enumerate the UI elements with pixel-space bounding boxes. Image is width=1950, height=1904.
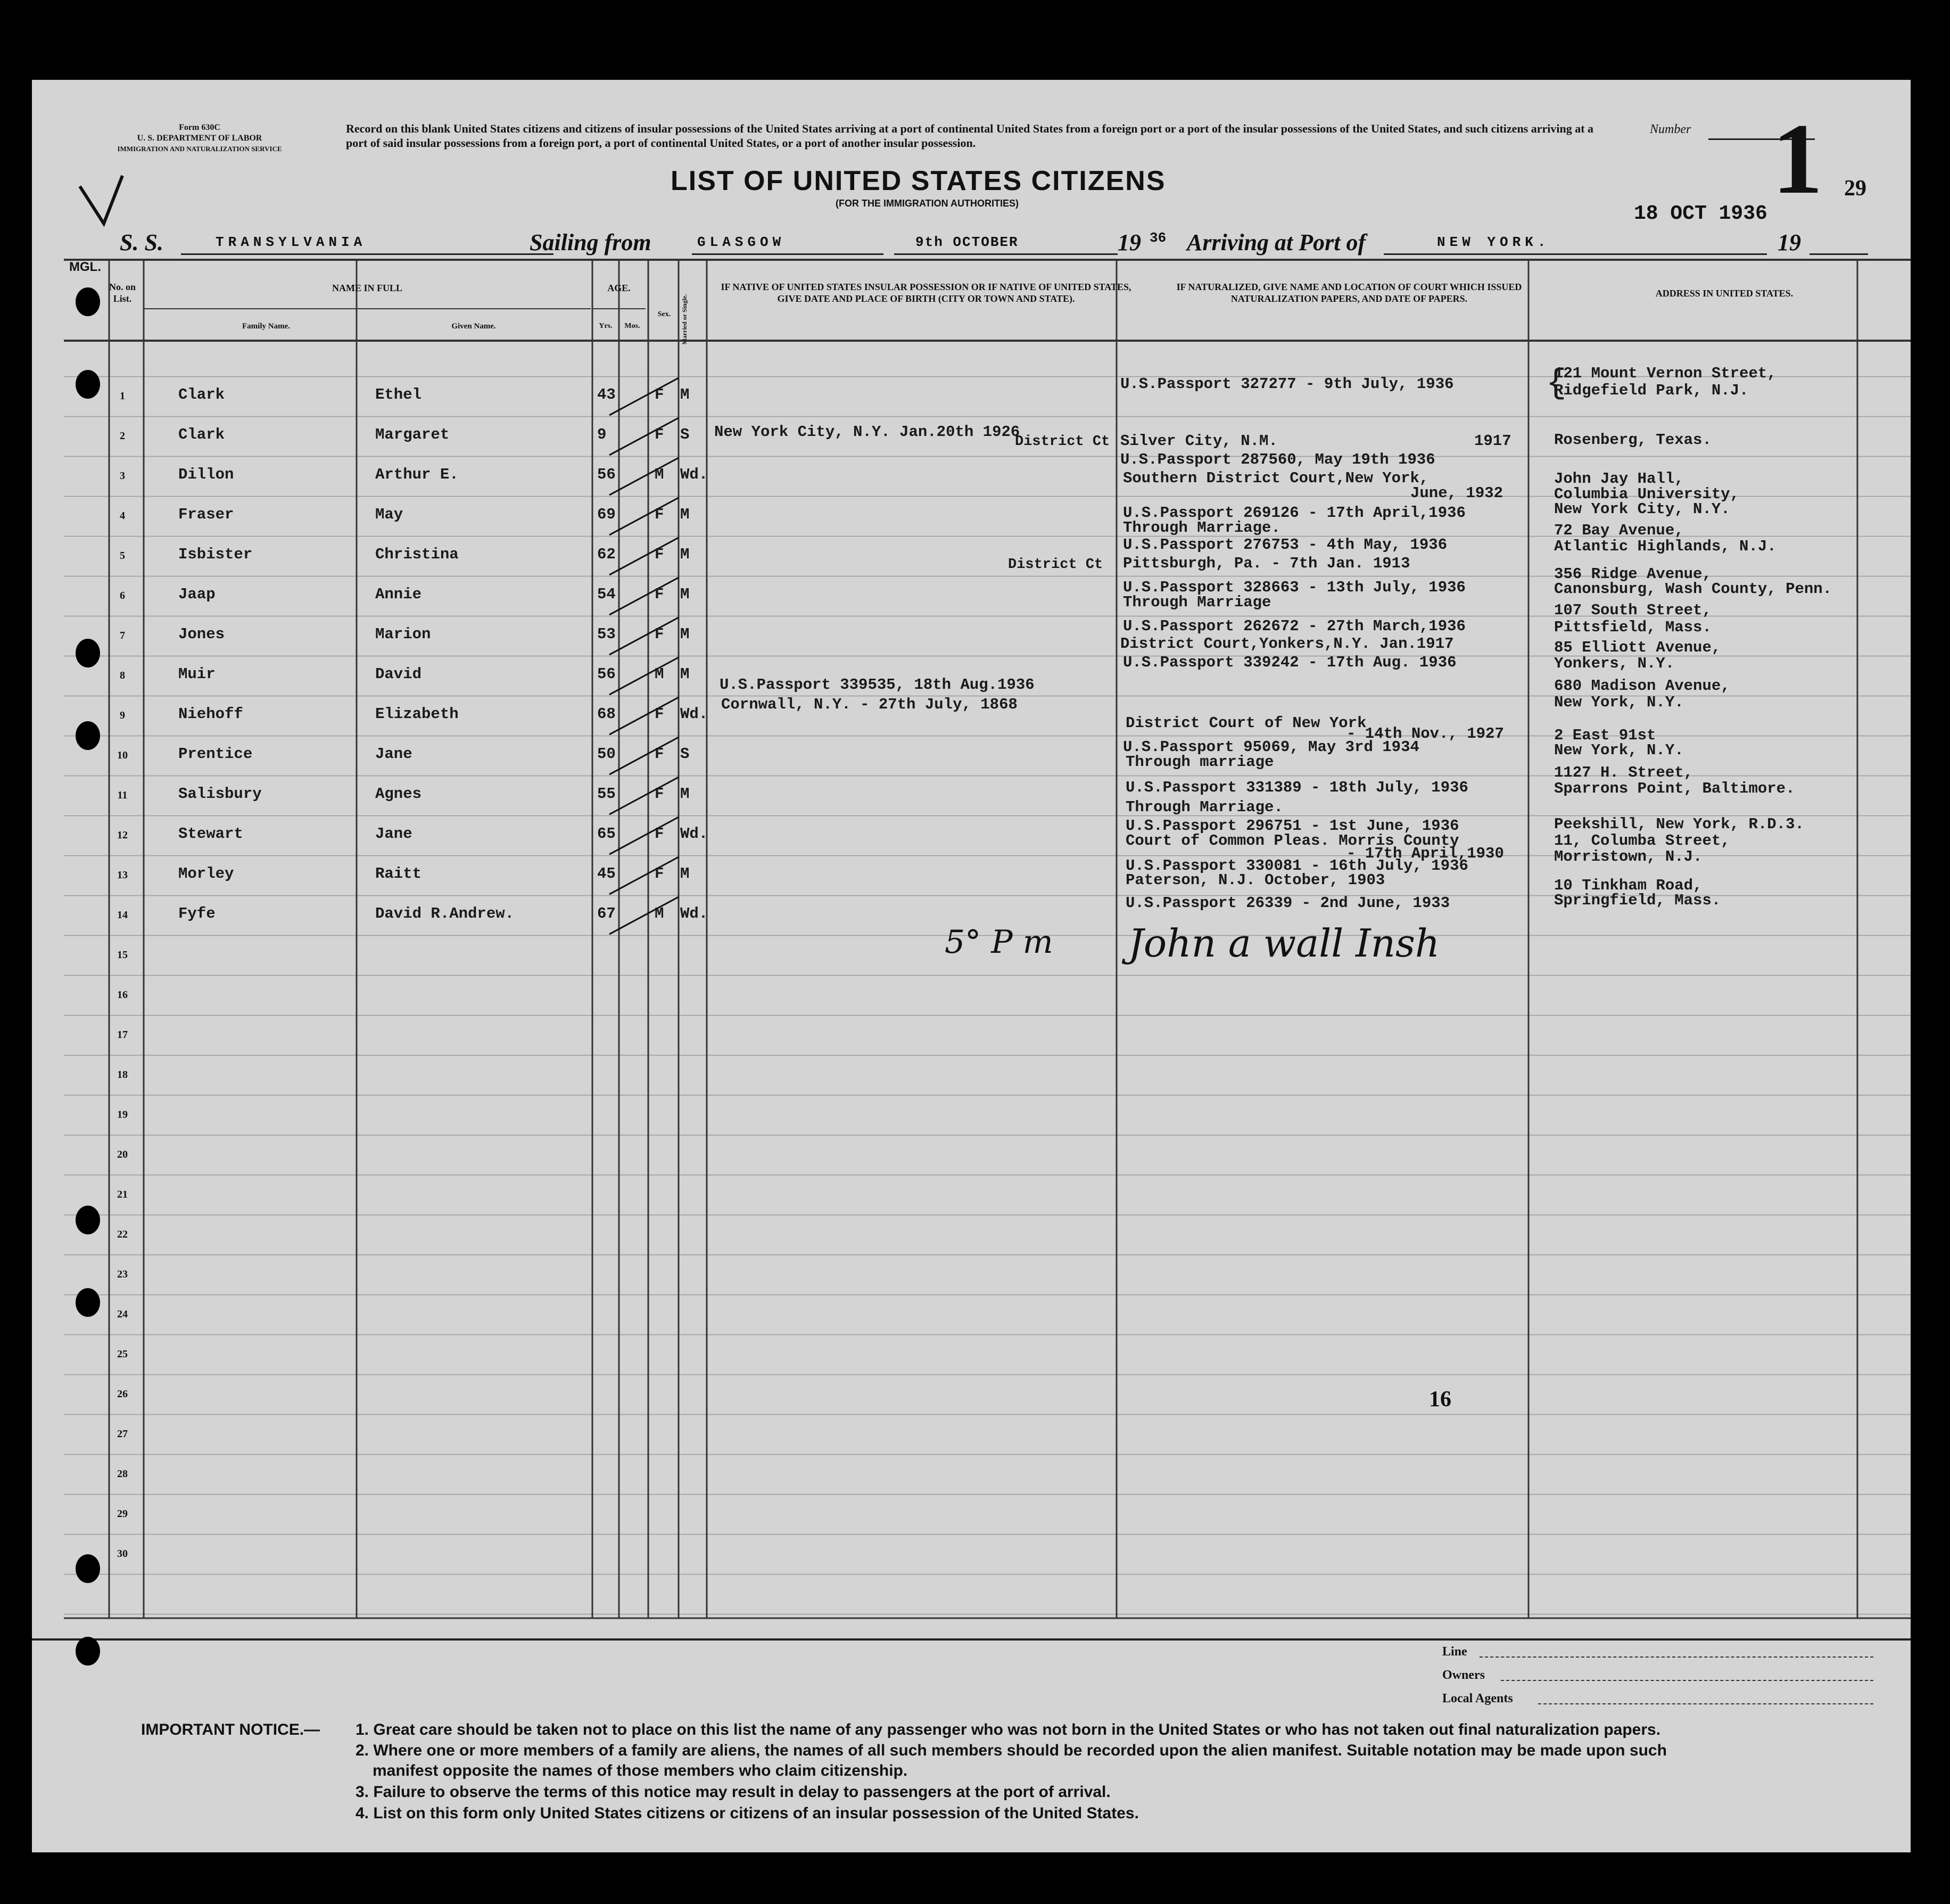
row-number: 18 <box>117 1069 128 1081</box>
naturalized-entry: U.S.Passport 276753 - 4th May, 1936 <box>1123 536 1448 554</box>
department-name: U. S. DEPARTMENT OF LABOR <box>137 134 262 143</box>
naturalized-entry: U.S.Passport 95069, May 3rd 1934 <box>1123 738 1419 756</box>
native-entry: New York City, N.Y. Jan.20th 1926 <box>714 423 1020 441</box>
binder-hole <box>76 287 100 316</box>
arrival-date-stamp: 18 OCT 1936 <box>1634 202 1767 225</box>
local-agents-label: Local Agents <box>1442 1692 1513 1705</box>
naturalized-entry: U.S.Passport 26339 - 2nd June, 1933 <box>1126 894 1450 912</box>
naturalized-entry: Through marriage <box>1126 753 1274 771</box>
sex-cell: F <box>655 586 664 603</box>
naturalized-entry: U.S.Passport 287560, May 19th 1936 <box>1120 451 1435 468</box>
marital-status-cell: M <box>680 546 690 563</box>
row-number: 20 <box>117 1149 128 1160</box>
address-line: 10 Tinkham Road, <box>1554 877 1703 894</box>
col-header-yrs: Yrs. <box>599 322 613 330</box>
row-number: 9 <box>120 710 125 721</box>
marital-status-cell: M <box>680 386 690 403</box>
row-number: 5 <box>120 550 125 562</box>
marital-status-cell: M <box>680 785 690 803</box>
arrival-year-prefix: 19 <box>1778 229 1801 255</box>
family-name-cell: Isbister <box>178 546 253 563</box>
row-number: 2 <box>120 430 125 442</box>
row-number: 30 <box>117 1548 128 1560</box>
naturalized-entry: - 14th Nov., 1927 <box>1346 725 1504 743</box>
address-line: Pittsfield, Mass. <box>1554 619 1712 636</box>
marital-status-cell: M <box>680 665 690 683</box>
marital-status-cell: Wd. <box>680 466 708 483</box>
naturalized-entry: U.S.Passport 328663 - 13th July, 1936 <box>1123 579 1466 596</box>
notice-item-3: 3. Failure to observe the terms of this notice may result in delay to passengers at the port of arrival. <box>356 1783 1111 1801</box>
binder-hole <box>76 1554 100 1583</box>
age-cell: 68 <box>597 705 616 723</box>
address-line: 72 Bay Avenue, <box>1554 522 1684 539</box>
passenger-count: 16 <box>1429 1387 1451 1412</box>
handwritten-time: 5° P m <box>945 924 1053 961</box>
given-name-cell: David <box>375 665 422 683</box>
address-line: Columbia University, <box>1554 485 1740 503</box>
given-name-cell: Jane <box>375 825 412 843</box>
address-line: Atlantic Highlands, N.J. <box>1554 538 1777 555</box>
sex-cell: F <box>655 865 664 883</box>
row-number: 25 <box>117 1348 128 1360</box>
number-label: Number <box>1650 122 1691 136</box>
naturalized-entry: Paterson, N.J. October, 1903 <box>1126 871 1385 889</box>
sex-cell: F <box>655 705 664 723</box>
family-name-cell: Jaap <box>178 586 216 603</box>
col-header-naturalized: IF NATURALIZED, GIVE NAME AND LOCATION OF COURT WHICH ISSUED NATURALIZATION PAPERS, AND DATE OF PAPERS. <box>1176 282 1522 304</box>
address-line: New York, N.Y. <box>1554 694 1684 711</box>
year-prefix: 19 <box>1118 229 1141 255</box>
address-line: 680 Madison Avenue, <box>1554 677 1730 695</box>
list-number: 1 <box>1772 103 1823 215</box>
notice-item-4: 4. List on this form only United States citizens or citizens of an insular possession of the United States. <box>356 1804 1139 1822</box>
marital-status-cell: Wd. <box>680 825 708 843</box>
address-line: Yonkers, N.Y. <box>1554 655 1675 672</box>
binder-hole <box>76 639 100 667</box>
row-number: 28 <box>117 1468 128 1480</box>
naturalized-entry: U.S.Passport 330081 - 16th July, 1936 <box>1126 857 1468 875</box>
sheet-number: 29 <box>1844 176 1866 201</box>
naturalized-entry: Court of Common Pleas. Morris County <box>1126 832 1459 850</box>
sex-cell: F <box>655 546 664 563</box>
row-number: 10 <box>117 749 128 761</box>
sex-cell: F <box>655 745 664 763</box>
sailing-from-label: Sailing from <box>530 229 651 255</box>
col-header-no: No. on List. <box>109 282 136 304</box>
row-number: 11 <box>117 789 128 801</box>
age-cell: 69 <box>597 506 616 523</box>
row-number: 19 <box>117 1109 128 1120</box>
row-number: 23 <box>117 1268 128 1280</box>
col-header-family: Family Name. <box>242 322 290 331</box>
handwritten-signature: John a wall Insh <box>1128 921 1440 966</box>
family-name-cell: Morley <box>178 865 234 883</box>
col-header-married: Married or Single. <box>681 294 688 345</box>
age-cell: 50 <box>597 745 616 763</box>
col-header-sex: Sex. <box>657 310 671 318</box>
notice-item-2-cont: manifest opposite the names of those members who claim citizenship. <box>373 1762 908 1779</box>
row-number: 7 <box>120 630 125 641</box>
row-number: 3 <box>120 470 125 482</box>
given-name-cell: Christina <box>375 546 459 563</box>
given-name-cell: Marion <box>375 625 431 643</box>
notice-item-2: 2. Where one or more members of a family are aliens, the names of all such members should be recorded upon the alien manifest. Suitable notation may be made upon such <box>356 1742 1667 1759</box>
mgl-mark: MGL. <box>69 260 101 274</box>
sailing-date: 9th OCTOBER <box>915 234 1019 250</box>
family-name-cell: Clark <box>178 386 225 403</box>
col-header-name: NAME IN FULL <box>332 283 402 293</box>
naturalized-entry: District Court of New York <box>1126 714 1367 732</box>
address-line: 2 East 91st <box>1554 727 1656 744</box>
marital-status-cell: M <box>680 586 690 603</box>
age-cell: 67 <box>597 905 616 922</box>
address-line: John Jay Hall, <box>1554 470 1684 488</box>
given-name-cell: Arthur E. <box>375 466 459 483</box>
address-line: Springfield, Mass. <box>1554 892 1721 909</box>
naturalized-entry: Through Marriage <box>1123 594 1271 611</box>
col-header-age: AGE. <box>607 283 631 293</box>
ss-label: S. S. <box>120 229 163 255</box>
age-cell: 55 <box>597 785 616 803</box>
page-subtitle: (FOR THE IMMIGRATION AUTHORITIES) <box>836 198 1019 209</box>
family-name-cell: Fraser <box>178 506 234 523</box>
row-number: 14 <box>117 909 128 921</box>
important-notice-label: IMPORTANT NOTICE.— <box>141 1721 320 1738</box>
marital-status-cell: M <box>680 865 690 883</box>
given-name-cell: David R.Andrew. <box>375 905 515 922</box>
row-number: 29 <box>117 1508 128 1520</box>
given-name-cell: Agnes <box>375 785 422 803</box>
owners-label: Owners <box>1442 1668 1485 1682</box>
family-name-cell: Salisbury <box>178 785 262 803</box>
manifest-grid <box>32 80 1911 1852</box>
naturalized-entry: Through Marriage. <box>1126 798 1283 816</box>
col-header-address: ADDRESS IN UNITED STATES. <box>1655 288 1794 299</box>
naturalized-entry: U.S.Passport 269126 - 17th April,1936 <box>1123 504 1466 522</box>
row-number: 15 <box>117 949 128 961</box>
address-line: 11, Columba Street, <box>1554 832 1730 850</box>
local-agents-field <box>1538 1703 1873 1704</box>
binder-hole <box>76 721 100 750</box>
address-line: Morristown, N.J. <box>1554 848 1703 866</box>
manifest-page <box>32 80 1911 1852</box>
native-entry: Cornwall, N.Y. - 27th July, 1868 <box>721 696 1018 713</box>
native-entry: District Ct <box>1008 557 1103 573</box>
naturalized-entry: Pittsburgh, Pa. - 7th Jan. 1913 <box>1123 555 1410 572</box>
notice-item-1: 1. Great care should be taken not to place on this list the name of any passenger who was not born in the United States or who has not taken out final naturalization papers. <box>356 1721 1661 1738</box>
age-cell: 53 <box>597 625 616 643</box>
row-number: 27 <box>117 1428 128 1440</box>
age-cell: 9 <box>597 426 607 443</box>
family-name-cell: Jones <box>178 625 225 643</box>
line-label: Line <box>1442 1645 1467 1659</box>
naturalized-entry: June, 1932 <box>1410 484 1503 502</box>
age-cell: 43 <box>597 386 616 403</box>
address-line: 85 Elliott Avenue, <box>1554 639 1721 656</box>
marital-status-cell: S <box>680 426 690 443</box>
row-number: 24 <box>117 1308 128 1320</box>
age-cell: 65 <box>597 825 616 843</box>
naturalized-entry: U.S.Passport 262672 - 27th March,1936 <box>1123 617 1466 635</box>
family-name-cell: Muir <box>178 665 216 683</box>
naturalized-entry: - 17th April,1930 <box>1346 845 1504 862</box>
row-number: 4 <box>120 510 125 522</box>
address-bracket: { <box>1546 365 1567 403</box>
marital-status-cell: M <box>680 625 690 643</box>
sex-cell: F <box>655 506 664 523</box>
naturalized-entry: 1917 <box>1474 432 1511 450</box>
naturalized-entry: Southern District Court,New York, <box>1123 469 1429 487</box>
given-name-cell: Raitt <box>375 865 422 883</box>
arriving-label: Arriving at Port of <box>1187 229 1366 255</box>
sex-cell: F <box>655 785 664 803</box>
address-line: 1127 H. Street, <box>1554 764 1693 781</box>
col-header-given: Given Name. <box>451 322 496 331</box>
sex-cell: F <box>655 825 664 843</box>
family-name-cell: Clark <box>178 426 225 443</box>
footer-divider <box>32 1638 1911 1641</box>
marital-status-cell: Wd. <box>680 705 708 723</box>
given-name-cell: May <box>375 506 403 523</box>
row-number: 16 <box>117 989 128 1001</box>
given-name-cell: Jane <box>375 745 412 763</box>
naturalized-entry: U.S.Passport 339242 - 17th Aug. 1936 <box>1123 654 1457 671</box>
service-name: IMMIGRATION AND NATURALIZATION SERVICE <box>117 145 282 153</box>
page-title: LIST OF UNITED STATES CITIZENS <box>671 166 1166 196</box>
native-entry: District Ct <box>1015 434 1110 450</box>
marital-status-cell: Wd. <box>680 905 708 922</box>
row-number: 8 <box>120 670 125 681</box>
address-line: Ridgefield Park, N.J. <box>1554 382 1749 399</box>
sex-cell: F <box>655 426 664 443</box>
age-cell: 54 <box>597 586 616 603</box>
sex-cell: M <box>655 466 664 483</box>
owners-field <box>1501 1680 1873 1681</box>
address-line: 121 Mount Vernon Street, <box>1554 365 1777 382</box>
departure-port: GLASGOW <box>697 234 786 250</box>
address-line: Peekshill, New York, R.D.3. <box>1554 815 1804 833</box>
row-number: 21 <box>117 1189 128 1200</box>
naturalized-entry: U.S.Passport 327277 - 9th July, 1936 <box>1120 375 1454 393</box>
marital-status-cell: S <box>680 745 690 763</box>
native-entry: U.S.Passport 339535, 18th Aug.1936 <box>720 676 1035 694</box>
binder-hole <box>76 1206 100 1234</box>
sailing-year: 36 <box>1150 230 1167 246</box>
binder-hole <box>76 370 100 399</box>
naturalized-entry: District Court,Yonkers,N.Y. Jan.1917 <box>1120 635 1454 653</box>
family-name-cell: Fyfe <box>178 905 216 922</box>
row-number: 17 <box>117 1029 128 1041</box>
age-cell: 62 <box>597 546 616 563</box>
sex-cell: M <box>655 905 664 922</box>
address-line: New York City, N.Y. <box>1554 500 1730 518</box>
address-line: New York, N.Y. <box>1554 741 1684 759</box>
address-line: Sparrons Point, Baltimore. <box>1554 780 1795 797</box>
address-line: Canonsburg, Wash County, Penn. <box>1554 580 1832 598</box>
sex-cell: F <box>655 386 664 403</box>
age-cell: 45 <box>597 865 616 883</box>
row-number: 13 <box>117 869 128 881</box>
binder-hole <box>76 1637 100 1666</box>
naturalized-entry: U.S.Passport 331389 - 18th July, 1936 <box>1126 779 1468 796</box>
family-name-cell: Stewart <box>178 825 243 843</box>
given-name-cell: Annie <box>375 586 422 603</box>
form-number: Form 630C <box>179 123 220 132</box>
line-field <box>1480 1656 1873 1658</box>
address-line: 356 Ridge Avenue, <box>1554 565 1712 583</box>
row-number: 26 <box>117 1388 128 1400</box>
family-name-cell: Niehoff <box>178 705 243 723</box>
row-number: 12 <box>117 829 128 841</box>
address-line: 107 South Street, <box>1554 601 1712 619</box>
col-header-native: IF NATIVE OF UNITED STATES INSULAR POSSESSION OR IF NATIVE OF UNITED STATES, GIVE DATE AND PLACE OF BIRTH (CITY OR TOWN AND STATE). <box>721 282 1131 304</box>
naturalized-entry: Silver City, N.M. <box>1120 432 1278 450</box>
given-name-cell: Ethel <box>375 386 422 403</box>
given-name-cell: Elizabeth <box>375 705 459 723</box>
family-name-cell: Dillon <box>178 466 234 483</box>
address-line: Rosenberg, Texas. <box>1554 431 1712 449</box>
marital-status-cell: M <box>680 506 690 523</box>
col-header-mos: Mos. <box>624 322 640 330</box>
family-name-cell: Prentice <box>178 745 253 763</box>
arrival-port: NEW YORK. <box>1437 234 1550 250</box>
row-number: 6 <box>120 590 125 601</box>
row-number: 1 <box>120 390 125 402</box>
ship-name: TRANSYLVANIA <box>216 234 367 250</box>
age-cell: 56 <box>597 466 616 483</box>
sex-cell: F <box>655 625 664 643</box>
naturalized-entry: U.S.Passport 296751 - 1st June, 1936 <box>1126 817 1459 835</box>
row-number: 22 <box>117 1229 128 1240</box>
record-instructions: Record on this blank United States citizens and citizens of insular possessions of the United States arriving at a port of continental United States from a foreign port or a port of the insular possessions of the United States, and such citizens arriving at a port of said insular possessions from a foreign port, a port of continental United States, or a port of another insular possession. <box>346 122 1594 150</box>
age-cell: 56 <box>597 665 616 683</box>
naturalized-entry: Through Marriage. <box>1123 519 1280 537</box>
given-name-cell: Margaret <box>375 426 450 443</box>
sex-cell: M <box>655 665 664 683</box>
binder-hole <box>76 1288 100 1317</box>
